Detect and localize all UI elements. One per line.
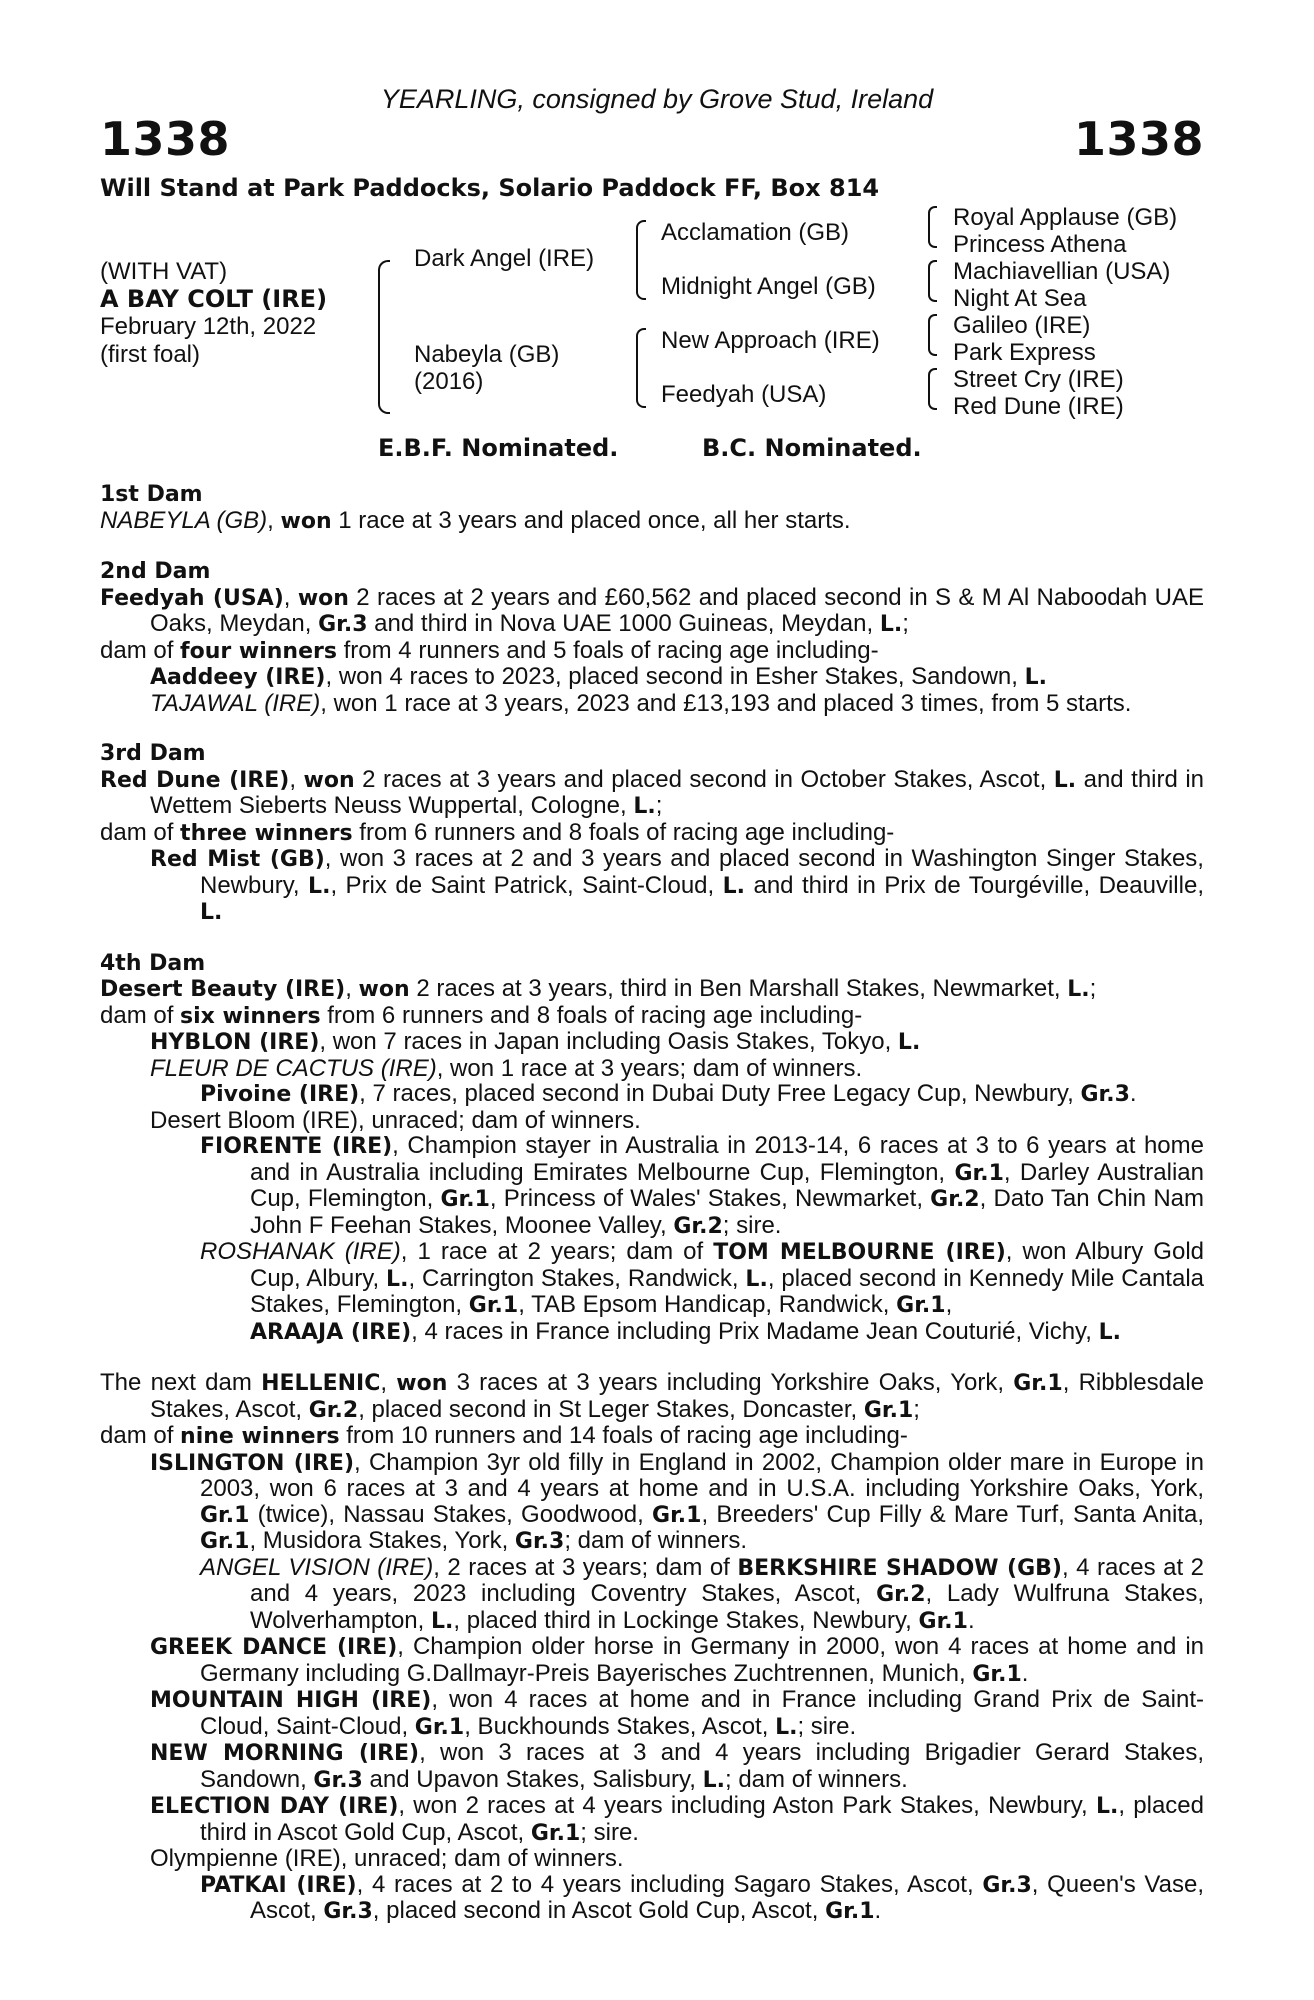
produce-text: Olympienne (IRE), unraced; dam of winners. bbox=[150, 1845, 624, 1872]
produce-text: , won 3 races at 3 and 4 years including Brigadier Gerard Stakes, Sandown, bbox=[200, 1739, 1204, 1793]
produce-item bbox=[100, 1239, 1204, 1345]
grade-badge: Gr.2 bbox=[308, 1397, 359, 1423]
dam-name: Desert Beauty (IRE) bbox=[100, 977, 346, 1002]
produce-text: ; dam of winners. bbox=[564, 1527, 748, 1554]
pedigree-body bbox=[100, 482, 1204, 1925]
listed-badge: L. bbox=[879, 612, 903, 637]
listed-badge: L. bbox=[722, 873, 746, 899]
winners-count: three winners bbox=[180, 820, 353, 846]
produce-text: , Darley Australian Cup, Flemington, bbox=[250, 1158, 1204, 1212]
ebf-nominated: E.B.F. Nominated. bbox=[378, 434, 619, 462]
listed-badge: L. bbox=[386, 1266, 409, 1292]
produce-name: ROSHANAK (IRE) bbox=[200, 1238, 401, 1265]
vat-label: (WITH VAT) bbox=[100, 258, 228, 285]
record-text: 2 races at 3 years and placed second in October Stakes, Ascot, bbox=[354, 765, 1054, 793]
produce-item bbox=[100, 691, 1204, 717]
listed-badge: L. bbox=[308, 873, 331, 899]
grade-badge: Gr.1 bbox=[200, 1502, 250, 1528]
listed-badge: L. bbox=[1098, 1319, 1121, 1345]
listed-badge: L. bbox=[897, 1030, 921, 1055]
sire-sire: Acclamation (GB) bbox=[661, 219, 850, 246]
horse-name: A BAY COLT (IRE) bbox=[100, 285, 328, 313]
produce-text: . bbox=[1021, 1659, 1029, 1687]
listed-badge: L. bbox=[200, 900, 223, 925]
won-label: won bbox=[297, 585, 349, 611]
produce-item bbox=[100, 1634, 1204, 1687]
won-label: won bbox=[280, 508, 332, 534]
produce-text: (twice), Nassau Stakes, Goodwood, bbox=[249, 1500, 653, 1528]
produce-name: TAJAWAL (IRE) bbox=[150, 689, 321, 717]
listed-badge: L. bbox=[430, 1608, 454, 1634]
grade-badge: Gr.1 bbox=[468, 1293, 519, 1318]
fourth-dam-text: Desert Beauty (IRE), won 2 races at 3 years, third in Ben Marshall Stakes, Newmarket, L.; bbox=[100, 975, 1097, 1002]
dam-of-text: dam of bbox=[100, 1001, 181, 1029]
record-text: 2 races at 3 years, third in Ben Marshall Stakes, Newmarket, bbox=[409, 975, 1068, 1002]
produce-text: , Lady Wulfruna Stakes, Wolverhampton, bbox=[250, 1580, 1205, 1634]
produce-text: , won 1 race at 3 years; dam of winners. bbox=[436, 1054, 863, 1082]
produce-item bbox=[100, 1872, 1204, 1925]
produce-text: and Upavon Stakes, Salisbury, bbox=[362, 1765, 703, 1793]
produce-text: , 4 races at 2 to 4 years including Sagaro Stakes, Ascot, bbox=[356, 1870, 983, 1898]
grade-badge: Gr.3 bbox=[318, 612, 368, 637]
produce-name: FLEUR DE CACTUS (IRE) bbox=[150, 1054, 437, 1082]
produce-name: Aaddeey (IRE) bbox=[150, 665, 326, 690]
produce-item bbox=[100, 1687, 1204, 1740]
produce-item bbox=[100, 846, 1204, 926]
winners-count: six winners bbox=[180, 1003, 321, 1029]
produce-text: . bbox=[967, 1606, 975, 1634]
second-dam-produce bbox=[100, 638, 1204, 665]
produce-item bbox=[100, 1081, 1204, 1108]
produce-text: , won 1 race at 3 years, 2023 and £13,193 and placed 3 times, from 5 starts. bbox=[320, 689, 1132, 717]
foal-note: (first foal) bbox=[100, 341, 201, 368]
produce-text: , placed second in Kennedy Mile Cantala Stakes, Flemington, bbox=[250, 1264, 1205, 1318]
produce-text: , placed third in Lockinge Stakes, Newbury, bbox=[453, 1606, 919, 1634]
produce-text: , 4 races at 2 and 4 years, 2023 including Coventry Stakes, Ascot, bbox=[250, 1553, 1205, 1607]
fourth-dam-title: 4th Dam bbox=[100, 950, 206, 976]
grade-badge: Gr.1 bbox=[972, 1661, 1022, 1687]
dam-of-text: dam of bbox=[100, 1422, 181, 1449]
produce-text: , Princess of Wales' Stakes, Newmarket, bbox=[489, 1185, 931, 1212]
won-label: won bbox=[303, 767, 355, 793]
pedigree-brace-main bbox=[378, 260, 390, 414]
next-dam-produce bbox=[100, 1423, 1204, 1450]
pedigree-brace-sire bbox=[636, 220, 646, 300]
produce-item bbox=[100, 1846, 1204, 1872]
gen3-6: Park Express bbox=[953, 339, 1096, 366]
produce-text: , 7 races, placed second in Dubai Duty Free Legacy Cup, Newbury, bbox=[359, 1080, 1081, 1107]
produce-name: MOUNTAIN HIGH (IRE) bbox=[150, 1688, 432, 1713]
produce-item bbox=[100, 1450, 1204, 1555]
dam-name: HELLENIC bbox=[261, 1371, 381, 1396]
produce-name: FIORENTE (IRE) bbox=[200, 1134, 393, 1159]
produce-text: , won 4 races at home and in France including Grand Prix de Saint-Cloud, Saint-Cloud, bbox=[200, 1686, 1204, 1740]
produce-item bbox=[100, 1056, 1204, 1082]
listed-badge: L. bbox=[633, 794, 656, 819]
gen3-5: Galileo (IRE) bbox=[953, 312, 1091, 339]
produce-name: HYBLON (IRE) bbox=[150, 1030, 320, 1055]
pedigree-brace-g4 bbox=[928, 368, 937, 410]
produce-text: , Buckhounds Stakes, Ascot, bbox=[464, 1712, 776, 1740]
produce-text: . bbox=[1129, 1080, 1137, 1107]
produce-item bbox=[100, 1029, 1204, 1056]
first-dam-text: NABEYLA (GB), won 1 race at 3 years and placed once, all her starts. bbox=[100, 506, 851, 534]
grade-badge: Gr.1 bbox=[652, 1502, 702, 1528]
produce-name: NEW MORNING (IRE) bbox=[150, 1741, 420, 1766]
record-text: ; bbox=[902, 610, 909, 637]
grade-badge: Gr.1 bbox=[414, 1714, 465, 1740]
produce-text: , Champion older horse in Germany in 2000, won 4 races at home and in Germany including G.Dallmayr-Preis Bayerisches Zuchtrennen, Munich, bbox=[200, 1633, 1205, 1687]
grade-badge: Gr.1 bbox=[954, 1160, 1004, 1186]
produce-text: , Musidora Stakes, York, bbox=[249, 1527, 515, 1554]
record-text: ; bbox=[913, 1395, 920, 1423]
first-dam-title: 1st Dam bbox=[100, 482, 203, 507]
lot-number-right: 1338 bbox=[1073, 112, 1204, 166]
grade-badge: Gr.1 bbox=[825, 1899, 875, 1924]
produce-name: ELECTION DAY (IRE) bbox=[150, 1794, 399, 1819]
next-dam-text: The next dam HELLENIC, won 3 races at 3 years including Yorkshire Oaks, York, Gr.1, Ribblesdale Stakes, Ascot, Gr.2, placed second in St Leger Stakes, Doncaster, Gr.1; bbox=[100, 1369, 1204, 1423]
produce-item bbox=[100, 1133, 1204, 1239]
record-text: and third in Nova UAE 1000 Guineas, Meydan, bbox=[367, 610, 880, 637]
record-text: and third in Wettem Sieberts Neuss Wuppertal, Cologne, bbox=[150, 765, 1205, 819]
grade-badge: Gr.1 bbox=[440, 1187, 490, 1212]
dam-name: Red Dune (IRE) bbox=[100, 767, 290, 793]
gen3-2: Princess Athena bbox=[953, 231, 1127, 258]
produce-text: , Queen's Vase, Ascot, bbox=[250, 1870, 1205, 1924]
third-dam-text: Red Dune (IRE), won 2 races at 3 years and placed second in October Stakes, Ascot, L. and third in Wettem Sieberts Neuss Wuppertal, Cologne, L.; bbox=[100, 765, 1205, 819]
produce-text: , 4 races in France including Prix Madame Jean Couturié, Vichy, bbox=[411, 1317, 1099, 1345]
grade-badge: Gr.3 bbox=[982, 1872, 1032, 1898]
dam-name: NABEYLA (GB) bbox=[100, 506, 268, 534]
record-text: , Ribblesdale Stakes, Ascot, bbox=[150, 1369, 1204, 1423]
stand-location: Will Stand at Park Paddocks, Solario Paddock FF, Box 814 bbox=[100, 174, 880, 202]
grade-badge: Gr.1 bbox=[200, 1529, 250, 1554]
listed-badge: L. bbox=[1067, 977, 1090, 1002]
dam: Nabeyla (GB) bbox=[414, 341, 560, 368]
produce-name: ANGEL VISION (IRE) bbox=[200, 1553, 434, 1581]
produce-name: GREEK DANCE (IRE) bbox=[150, 1635, 398, 1660]
grade-badge: Gr.2 bbox=[876, 1582, 926, 1607]
produce-text: , won 3 races at 2 and 3 years and placed second in Washington Singer Stakes, Newbury, bbox=[200, 845, 1204, 899]
produce-text: , Champion 3yr old filly in England in 2002, Champion older mare in Europe in 2003, won 6 races at 3 and 4 years at home and in U.S.A. including Yorkshire Oaks, York, bbox=[200, 1448, 1204, 1502]
second-dam-text: Feedyah (USA), won 2 races at 2 years and £60,562 and placed second in S & M Al Naboodah UAE Oaks, Meydan, Gr.3 and third in Nova UAE 1000 Guineas, Meydan, L.; bbox=[100, 583, 1204, 637]
grade-badge: Gr.1 bbox=[1013, 1371, 1063, 1396]
produce-item bbox=[100, 1108, 1204, 1134]
produce-text: , won 4 races to 2023, placed second in Esher Stakes, Sandown, bbox=[325, 663, 1025, 690]
dam-record: 1 race at 3 years and placed once, all her starts. bbox=[331, 506, 851, 534]
produce-item bbox=[100, 1793, 1204, 1846]
listed-badge: L. bbox=[702, 1767, 725, 1793]
second-dam-title: 2nd Dam bbox=[100, 559, 211, 584]
pedigree-brace-g1 bbox=[928, 206, 937, 248]
produce-name: ISLINGTON (IRE) bbox=[150, 1450, 354, 1476]
dam-of-text: dam of bbox=[100, 818, 181, 846]
produce-text: , Carrington Stakes, Randwick, bbox=[408, 1264, 746, 1292]
lot-number-left: 1338 bbox=[100, 112, 231, 166]
grade-badge: Gr.2 bbox=[673, 1213, 723, 1239]
produce-text: , Dato Tan Chin Nam John F Feehan Stakes, Moonee Valley, bbox=[250, 1185, 1205, 1239]
produce-text: ; sire. bbox=[797, 1712, 857, 1740]
won-label: won bbox=[396, 1371, 448, 1396]
produce-text: , bbox=[945, 1291, 953, 1318]
grade-badge: Gr.3 bbox=[323, 1899, 373, 1924]
consignment-line: YEARLING, consigned by Grove Stud, Ireland bbox=[380, 84, 934, 114]
fourth-dam-produce bbox=[100, 1003, 1204, 1030]
dam-dam: Feedyah (USA) bbox=[661, 381, 827, 408]
record-text: ; bbox=[655, 792, 663, 819]
produce-text: , 2 races at 3 years; dam of bbox=[433, 1553, 738, 1581]
gen3-4: Night At Sea bbox=[953, 285, 1087, 312]
pedigree-brace-dam bbox=[636, 328, 646, 408]
produce-name: BERKSHIRE SHADOW (GB) bbox=[737, 1555, 1062, 1581]
produce-text: Desert Bloom (IRE), unraced; dam of winners. bbox=[150, 1106, 641, 1134]
produce-item bbox=[100, 1740, 1204, 1793]
dam-of-text: from 4 runners and 5 foals of racing age including- bbox=[336, 636, 879, 664]
produce-text: , placed third in Ascot Gold Cup, Ascot, bbox=[200, 1792, 1204, 1846]
grade-badge: Gr.2 bbox=[930, 1187, 980, 1212]
dam-sire: New Approach (IRE) bbox=[661, 327, 880, 354]
produce-text: , placed second in Ascot Gold Cup, Ascot, bbox=[372, 1897, 826, 1924]
gen3-8: Red Dune (IRE) bbox=[953, 393, 1124, 420]
bc-nominated: B.C. Nominated. bbox=[702, 434, 922, 462]
produce-name: TOM MELBOURNE (IRE) bbox=[713, 1240, 1006, 1265]
produce-name: ARAAJA (IRE) bbox=[250, 1319, 412, 1345]
produce-name: Pivoine (IRE) bbox=[200, 1082, 360, 1107]
gen3-1: Royal Applause (GB) bbox=[953, 204, 1178, 231]
produce-text: , Prix de Saint Patrick, Saint-Cloud, bbox=[330, 871, 723, 899]
foaled-date: February 12th, 2022 bbox=[100, 313, 317, 340]
dam-of-text: from 6 runners and 8 foals of racing age including- bbox=[320, 1001, 863, 1029]
gen3-7: Street Cry (IRE) bbox=[953, 366, 1124, 393]
produce-name: PATKAI (IRE) bbox=[200, 1872, 357, 1898]
listed-badge: L. bbox=[1024, 665, 1047, 690]
produce-name: Red Mist (GB) bbox=[150, 847, 325, 872]
dam-of-text: from 10 runners and 14 foals of racing age including- bbox=[339, 1422, 908, 1449]
produce-text: , Breeders' Cup Filly & Mare Turf, Santa Anita, bbox=[701, 1500, 1204, 1528]
record-text: The next dam bbox=[100, 1369, 262, 1396]
produce-text: , 1 race at 2 years; dam of bbox=[400, 1238, 714, 1265]
produce-item bbox=[100, 664, 1204, 691]
produce-text: ; sire. bbox=[722, 1211, 782, 1239]
winners-count: four winners bbox=[180, 638, 337, 664]
listed-badge: L. bbox=[1095, 1794, 1119, 1819]
record-text: 3 races at 3 years including Yorkshire Oaks, York, bbox=[447, 1369, 1014, 1396]
grade-badge: Gr.1 bbox=[896, 1293, 946, 1318]
produce-text: , won Albury Gold Cup, Albury, bbox=[250, 1238, 1204, 1292]
produce-text: , Champion stayer in Australia in 2013-14, 6 races at 3 to 6 years at home and in Australia including Emirates Melbourne Cup, Flemington, bbox=[250, 1132, 1204, 1186]
grade-badge: Gr.3 bbox=[313, 1767, 363, 1793]
produce-text: and third in Prix de Tourgéville, Deauville, bbox=[745, 871, 1204, 899]
produce-text: . bbox=[874, 1897, 882, 1924]
grade-badge: Gr.3 bbox=[514, 1529, 565, 1554]
third-dam-produce bbox=[100, 820, 1204, 847]
listed-badge: L. bbox=[745, 1266, 768, 1292]
produce-text: , won 2 races at 4 years including Aston Park Stakes, Newbury, bbox=[398, 1792, 1096, 1819]
dam-of-text: dam of bbox=[100, 636, 181, 664]
gen3-3: Machiavellian (USA) bbox=[953, 258, 1171, 285]
grade-badge: Gr.1 bbox=[863, 1397, 914, 1423]
dam-name: Feedyah (USA) bbox=[100, 585, 284, 611]
winners-count: nine winners bbox=[180, 1424, 340, 1449]
pedigree-brace-g2 bbox=[928, 260, 937, 302]
produce-text: , TAB Epsom Handicap, Randwick, bbox=[518, 1291, 897, 1318]
grade-badge: Gr.1 bbox=[918, 1608, 968, 1634]
won-label: won bbox=[358, 977, 410, 1002]
grade-badge: Gr.1 bbox=[530, 1820, 581, 1846]
third-dam-title: 3rd Dam bbox=[100, 741, 206, 766]
grade-badge: Gr.3 bbox=[1080, 1082, 1130, 1107]
produce-text: ; dam of winners. bbox=[725, 1765, 908, 1793]
dam-year: (2016) bbox=[414, 368, 484, 395]
produce-text: ; sire. bbox=[580, 1818, 639, 1846]
produce-item bbox=[100, 1555, 1204, 1635]
produce-text: , won 7 races in Japan including Oasis Stakes, Tokyo, bbox=[319, 1028, 898, 1055]
listed-badge: L. bbox=[1053, 767, 1077, 793]
record-text: ; bbox=[1089, 975, 1097, 1002]
record-text: , placed second in St Leger Stakes, Doncaster, bbox=[358, 1395, 864, 1423]
pedigree-brace-g3 bbox=[928, 314, 937, 356]
dam-of-text: from 6 runners and 8 foals of racing age including- bbox=[352, 818, 895, 846]
sire: Dark Angel (IRE) bbox=[414, 245, 595, 272]
record-text: 2 races at 2 years and £60,562 and placed second in S & M Al Naboodah UAE Oaks, Meydan, bbox=[150, 583, 1204, 637]
listed-badge: L. bbox=[775, 1714, 798, 1740]
sire-dam: Midnight Angel (GB) bbox=[661, 273, 876, 300]
